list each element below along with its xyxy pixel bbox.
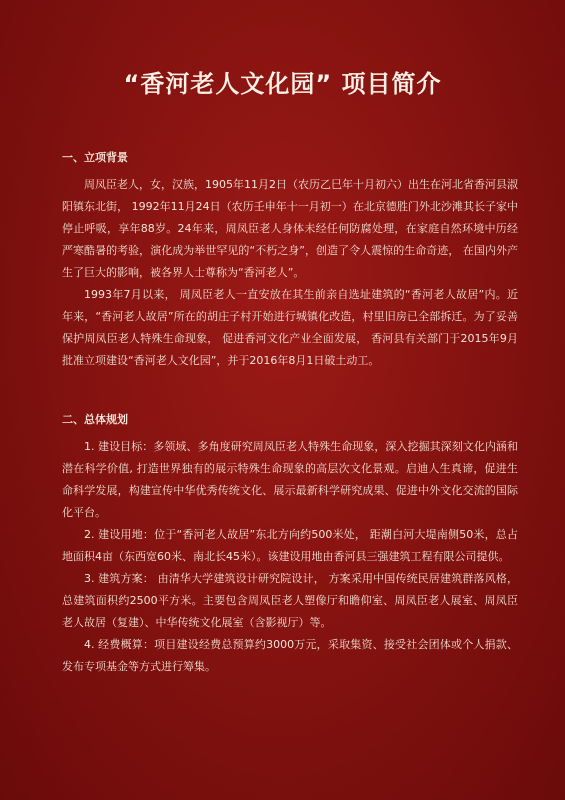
page-title: “香河老人文化园” 项目简介 (123, 70, 442, 98)
document-body (62, 150, 518, 678)
paragraph: 2. 建设用地：位于“香河老人故居”东北方向约500米处， 距潮白河大堤南侧50米，总占地面积4亩（东西宽60米、南北长45米）。该建设用地由香河县三强建筑工程有限公司提供。 (62, 528, 518, 563)
paragraph: 1. 建设目标：多领域、多角度研究周凤臣老人特殊生命现象，深入挖掘其深刻文化内涵和潜在科学价值, 打造世界独有的展示特殊生命现象的高层次文化景观。启迪人生真谛，促进生命科学发展，构建宣传中华优秀传统文化、展示最新科学研究成果、促进中外文化交流的国际化平台。 (62, 440, 518, 519)
section-overall-plan (62, 412, 518, 678)
paragraph: 4. 经费概算：项目建设经费总预算约3000万元，采取集资、接受社会团体或个人捐款、发布专项基金等方式进行筹集。 (62, 638, 518, 673)
paragraph: 3. 建筑方案： 由清华大学建筑设计研究院设计， 方案采用中国传统民居建筑群落风格，总建筑面积约2500平方米。主要包含周凤臣老人塑像厅和瞻仰室、周凤臣老人展室、周凤臣老人故居（复建）、中华传统文化展室（含影视厅）等。 (62, 572, 518, 629)
section-heading: 二、总体规划 (62, 413, 128, 426)
section-background (62, 150, 518, 372)
paragraph: 1993年7月以来， 周凤臣老人一直安放在其生前亲自选址建筑的“香河老人故居”内。近年来，“香河老人故居”所在的胡庄子村开始进行城镇化改造，村里旧房已全部拆迁。为了妥善保护周凤臣老人特殊生命现象， 促进香河文化产业全面发展， 香河县有关部门于2015年9月批准立项建设“香河老人文化园”，并于2016年8月1日破土动工。 (62, 288, 518, 367)
section-heading: 一、立项背景 (62, 151, 128, 164)
paragraph: 周凤臣老人，女，汉族，1905年11月2日（农历乙巳年十月初六）出生在河北省香河县淑阳镇东北街， 1992年11月24日（农历壬申年十一月初一）在北京德胜门外北沙滩其长子家中停止呼吸，享年88岁。24年来，周凤臣老人身体未经任何防腐处理，在家庭自然环境中历经严寒酷暑的考验，演化成为举世罕见的“不朽之身”，创造了令人震惊的生命奇迹， 在国内外产生了巨大的影响，被各界人士尊称为“香河老人”。 (62, 178, 518, 279)
